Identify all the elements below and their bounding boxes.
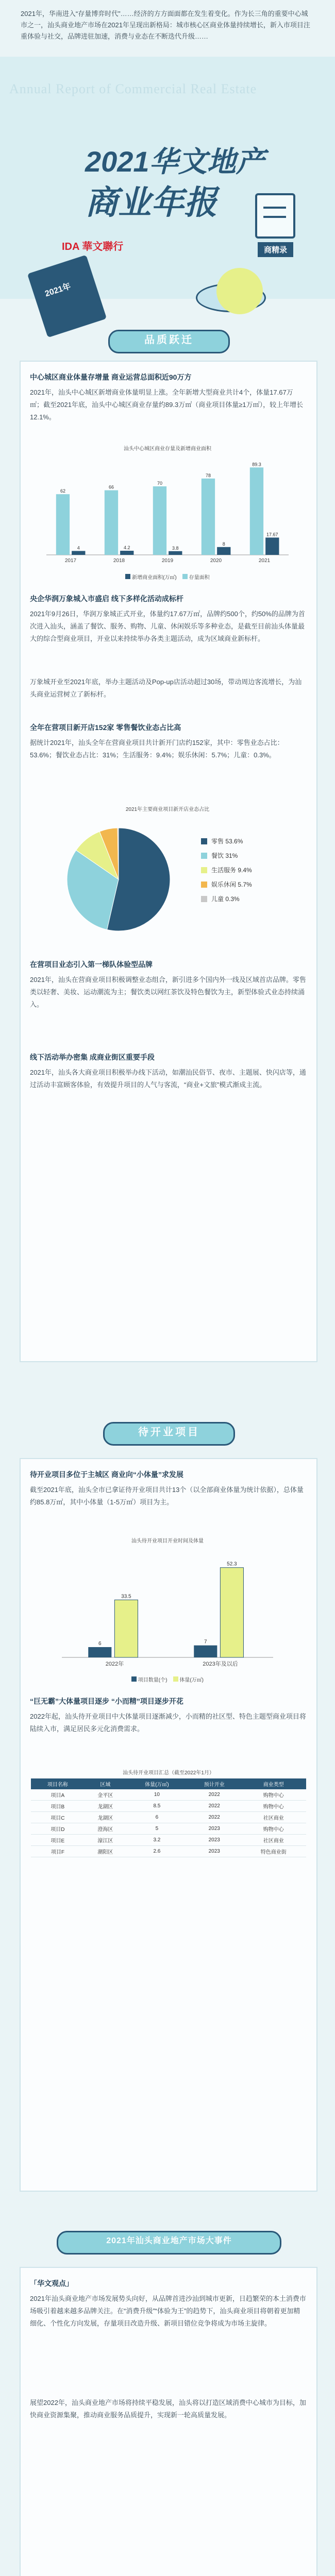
- hero-watermark: Annual Report of Commercial Real Estate: [9, 81, 257, 96]
- table-cell: 3.2: [126, 1835, 188, 1846]
- hero-main-title: 商业年报: [85, 184, 217, 221]
- hero-year-title: 2021华文地产: [85, 145, 265, 178]
- bar-label: 62: [60, 488, 65, 494]
- tick-label: 2021: [258, 558, 271, 564]
- table-cell: 8.5: [126, 1801, 188, 1812]
- legend-stock: 存量面积: [189, 575, 210, 581]
- bar-area: [220, 1568, 243, 1657]
- table-header-cell: 商业类型: [241, 1778, 306, 1789]
- table-cell: 2023: [188, 1823, 241, 1835]
- table-cell: 2022: [188, 1812, 241, 1823]
- block-paragraph: 2021年汕头商业地产市场发展势头向好，从品牌首进沙汕到城市更新，日趋繁荣的本土消费市场吸引着越来越多品牌关注。在“消费升级”“体验为王”的趋势下，汕头商业项目将朝着更加精细化、个性化方向发展，存量项目改造升级、新项目错位竞争将成为市场主旋律。: [30, 2295, 306, 2327]
- table-row: [31, 1812, 306, 1823]
- bar-label: 4: [77, 545, 80, 551]
- section-card-3: [20, 2267, 317, 2576]
- chart-title: 汕头中心城区商业存量及新增商业面积: [124, 446, 211, 452]
- legend-label: 儿童 0.3%: [211, 895, 240, 903]
- table-cell: 5: [126, 1823, 188, 1835]
- bar-label: 89.3: [252, 462, 261, 467]
- block-heading: “巨无霸”大体量项目逐步 “小而精”项目逐步开花: [30, 1697, 183, 1705]
- table-title: 汕头待开业项目汇总（截至2022年1月）: [123, 1770, 214, 1776]
- legend-swatch: [201, 896, 207, 902]
- block-paragraph: 2022年起，汕头待开业项目中大体量项目逐渐减少，小而精的社区型、特色主题型商业项目将陆续入市，满足居民多元化消费需求。: [30, 1713, 306, 1733]
- legend-label: 餐饮 31%: [211, 852, 238, 859]
- bar-label: 17.67: [266, 532, 278, 537]
- table-cell: 项目B: [31, 1801, 85, 1812]
- table-header-cell: 项目名称: [31, 1778, 85, 1789]
- block-paragraph: 据统计2021年，汕头全年在营商业项目共计新开门店约152家，其中：零售业态占比：53.6%；餐饮业态占比：31%；生活服务：9.4%；娱乐休闲：5.7%；儿童：0.3%。: [30, 739, 284, 759]
- block-paragraph: 展望2022年，汕头商业地产市场将持续平稳发展，汕头将以打造区域消费中心城市为目标，加快商业资源集聚，推动商业服务品质提升，实现新一轮高质量发展。: [30, 2399, 306, 2419]
- table-cell: 2022: [188, 1789, 241, 1801]
- table-cell: 项目F: [31, 1846, 85, 1857]
- block-heading: 线下活动举办密集 成商业街区重要手段: [30, 1053, 155, 1061]
- tick-label: 2023年及以后: [203, 1661, 238, 1667]
- table-cell: 项目C: [31, 1812, 85, 1823]
- table-row: [31, 1846, 306, 1857]
- chart-svg: [31, 452, 304, 570]
- store-pie-chart: [31, 805, 304, 949]
- stock-bar-chart: [31, 444, 304, 581]
- table-cell: 项目A: [31, 1789, 85, 1801]
- bar-label: 70: [157, 481, 162, 486]
- bar-new: [265, 537, 279, 555]
- book-icon: [27, 255, 107, 338]
- block-heading: 全年在营项目新开店152家 零售餐饮业态占比高: [30, 723, 181, 732]
- decorative-circle: [216, 268, 263, 314]
- legend-swatch: [201, 882, 207, 888]
- section-card-2: [20, 1458, 317, 2192]
- bar-area: [114, 1600, 138, 1657]
- block-paragraph: 2021年，汕头在营商业项目积极调整业态组合，新引进多个国内外一线及区域首店品牌。零售类以轻奢、美妆、运动潮流为主；餐饮类以网红茶饮及特色餐饮为主，新型体验式业态持续涌入。: [30, 976, 306, 1008]
- block-heading: 「华文观点」: [30, 2279, 73, 2287]
- table-cell: 项目E: [31, 1835, 85, 1846]
- bar-label: 3.8: [172, 545, 179, 551]
- block-heading: 待开业项目多位于主城区 商业向“小体量”求发展: [30, 1470, 183, 1479]
- bar-stock: [153, 486, 166, 555]
- chart-legend: [31, 1675, 304, 1683]
- legend-swatch: [201, 867, 207, 873]
- chart-svg: [31, 1544, 304, 1673]
- bar-label: 7: [204, 1639, 207, 1645]
- pending-projects-table: [31, 1778, 306, 1857]
- table-header-cell: 体量(万㎡): [126, 1778, 188, 1789]
- table-cell: 潮阳区: [85, 1846, 126, 1857]
- block-paragraph: 2021年9月26日，华润万象城正式开业，体量约17.67万㎡，品牌约500个，约50%的品牌为首次进入汕头，涵盖了餐饮、服务、购物、儿童、休闲娱乐等多种业态，是截至目前汕头体量最大的综合型商业项目，开业以来持续举办各类主题活动，成为区域商业新标杆。: [30, 610, 305, 642]
- bar-new: [72, 551, 85, 555]
- bar-stock: [250, 467, 263, 555]
- table-cell: 澄海区: [85, 1823, 126, 1835]
- block-paragraph: 2021年，汕头各大商业项目积极举办线下活动，如潮汕民俗节、夜市、主题展、快闪店等，通过活动丰富顾客体验，有效提升项目的人气与客流，“商业+文旅”模式渐成主流。: [30, 1069, 306, 1089]
- section-heading-quality: 品质跃迁: [108, 330, 230, 353]
- bar-stock: [56, 494, 70, 555]
- legend-swatch: [201, 853, 207, 859]
- bar-label: 52.3: [227, 1561, 237, 1567]
- table-cell: 2023: [188, 1846, 241, 1857]
- bar-label: 4.2: [124, 545, 130, 551]
- table-row: [31, 1835, 306, 1846]
- legend-swatch: [201, 838, 207, 844]
- table-cell: 社区商业: [241, 1812, 306, 1823]
- table-cell: 龙湖区: [85, 1801, 126, 1812]
- tick-label: 2018: [113, 558, 125, 564]
- legend-new: 新增商业面积(万㎡): [132, 575, 177, 581]
- bar-new: [217, 547, 230, 555]
- table-cell: 购物中心: [241, 1801, 306, 1812]
- section-heading-pending: 待开业项目: [103, 1422, 235, 1446]
- table-cell: 龙湖区: [85, 1812, 126, 1823]
- table-cell: 购物中心: [241, 1823, 306, 1835]
- table-cell: 濠江区: [85, 1835, 126, 1846]
- bar-label: 8: [222, 541, 225, 547]
- book-label: 2021年: [44, 282, 72, 299]
- block-paragraph: 截至2021年底，汕头全市已拿证待开业项目共计13个（以全部商业体量为统计依据），总体量约85.8万㎡，其中小体量（1-5万㎡）项目为主。: [30, 1486, 304, 1506]
- chart-title: 汕头待开业项目开业时间及体量: [131, 1538, 204, 1544]
- table-cell: 2022: [188, 1801, 241, 1812]
- table-cell: 社区商业: [241, 1835, 306, 1846]
- table-row: [31, 1823, 306, 1835]
- legend-label: 零售 53.6%: [211, 838, 243, 845]
- intro-text: 2021年，华南进入“存量博弈时代”……经济的方方面面都在发生着变化。作为长三角的重要中心城市之一，汕头商业地产市场在2021年呈现出新格局：城市核心区商业体量持续增长，新入市项目注重体验与社交，品牌进驻加速，消费与业态在不断迭代升级……: [21, 10, 310, 40]
- hero-badge: 商精录: [258, 242, 293, 257]
- table-row: [31, 1801, 306, 1812]
- bar-label: 78: [205, 472, 211, 478]
- table-cell: 2.6: [126, 1846, 188, 1857]
- table-cell: 项目D: [31, 1823, 85, 1835]
- bar-stock: [105, 490, 118, 555]
- block-heading: 中心城区商业体量存增量 商业运营总面积近90万方: [30, 373, 192, 381]
- table-cell: 6: [126, 1812, 188, 1823]
- hero-brand-logo: IDA 華文聯行: [62, 241, 124, 252]
- table-cell: 2023: [188, 1835, 241, 1846]
- chart-legend: [31, 573, 304, 581]
- legend-count: 项目数量(个): [138, 1677, 167, 1683]
- table-cell: 金平区: [85, 1789, 126, 1801]
- bar-label: 6: [98, 1641, 102, 1647]
- table-cell: 购物中心: [241, 1789, 306, 1801]
- bar-label: 66: [108, 484, 114, 490]
- bar-stock: [202, 479, 215, 555]
- bar-label: 33.5: [121, 1594, 131, 1600]
- table-row: [31, 1789, 306, 1801]
- legend-area: 体量(万㎡): [179, 1677, 204, 1683]
- table-header-cell: 区域: [85, 1778, 126, 1789]
- section-card-1: [20, 361, 317, 1362]
- document-icon: [255, 193, 295, 239]
- tick-label: 2019: [161, 558, 174, 564]
- legend-label: 生活服务 9.4%: [211, 867, 252, 874]
- bar-count: [194, 1646, 217, 1657]
- block-heading: 在营项目业态引入第一梯队体验型品牌: [30, 960, 153, 969]
- table-cell: 特色商业街: [241, 1846, 306, 1857]
- tick-label: 2017: [64, 558, 77, 564]
- block-paragraph: 2021年，汕头中心城区新增商业体量明显上涨。全年新增大型商业共计4个，体量17.67万㎡；截至2021年底，汕头中心城区商业存量约89.3万㎡（商业项目体量≥1万㎡），较上年增长12.1%。: [30, 388, 304, 421]
- block-paragraph: 万象城开业至2021年底，举办主题活动及Pop-up店活动超过30场，带动周边客流增长，为汕头商业运营树立了新标杆。: [30, 678, 302, 698]
- bar-new: [169, 551, 182, 555]
- bar-new: [120, 551, 133, 555]
- tick-label: 2020: [210, 558, 222, 564]
- block-heading: 央企华润万象城入市盛启 线下多样化活动成标杆: [30, 595, 183, 603]
- pending-bar-chart: [31, 1536, 304, 1683]
- legend-label: 娱乐休闲 5.7%: [211, 881, 252, 888]
- section-heading-events: 2021年汕头商业地产市场大事件: [57, 2231, 281, 2255]
- tick-label: 2022年: [105, 1661, 124, 1667]
- table-cell: 10: [126, 1789, 188, 1801]
- table-header-cell: 预计开业: [188, 1778, 241, 1789]
- hero-banner: [0, 57, 335, 299]
- chart-svg: [31, 812, 304, 946]
- chart-title: 2021年主要商业项目新开店业态占比: [125, 807, 210, 812]
- bar-count: [88, 1647, 111, 1657]
